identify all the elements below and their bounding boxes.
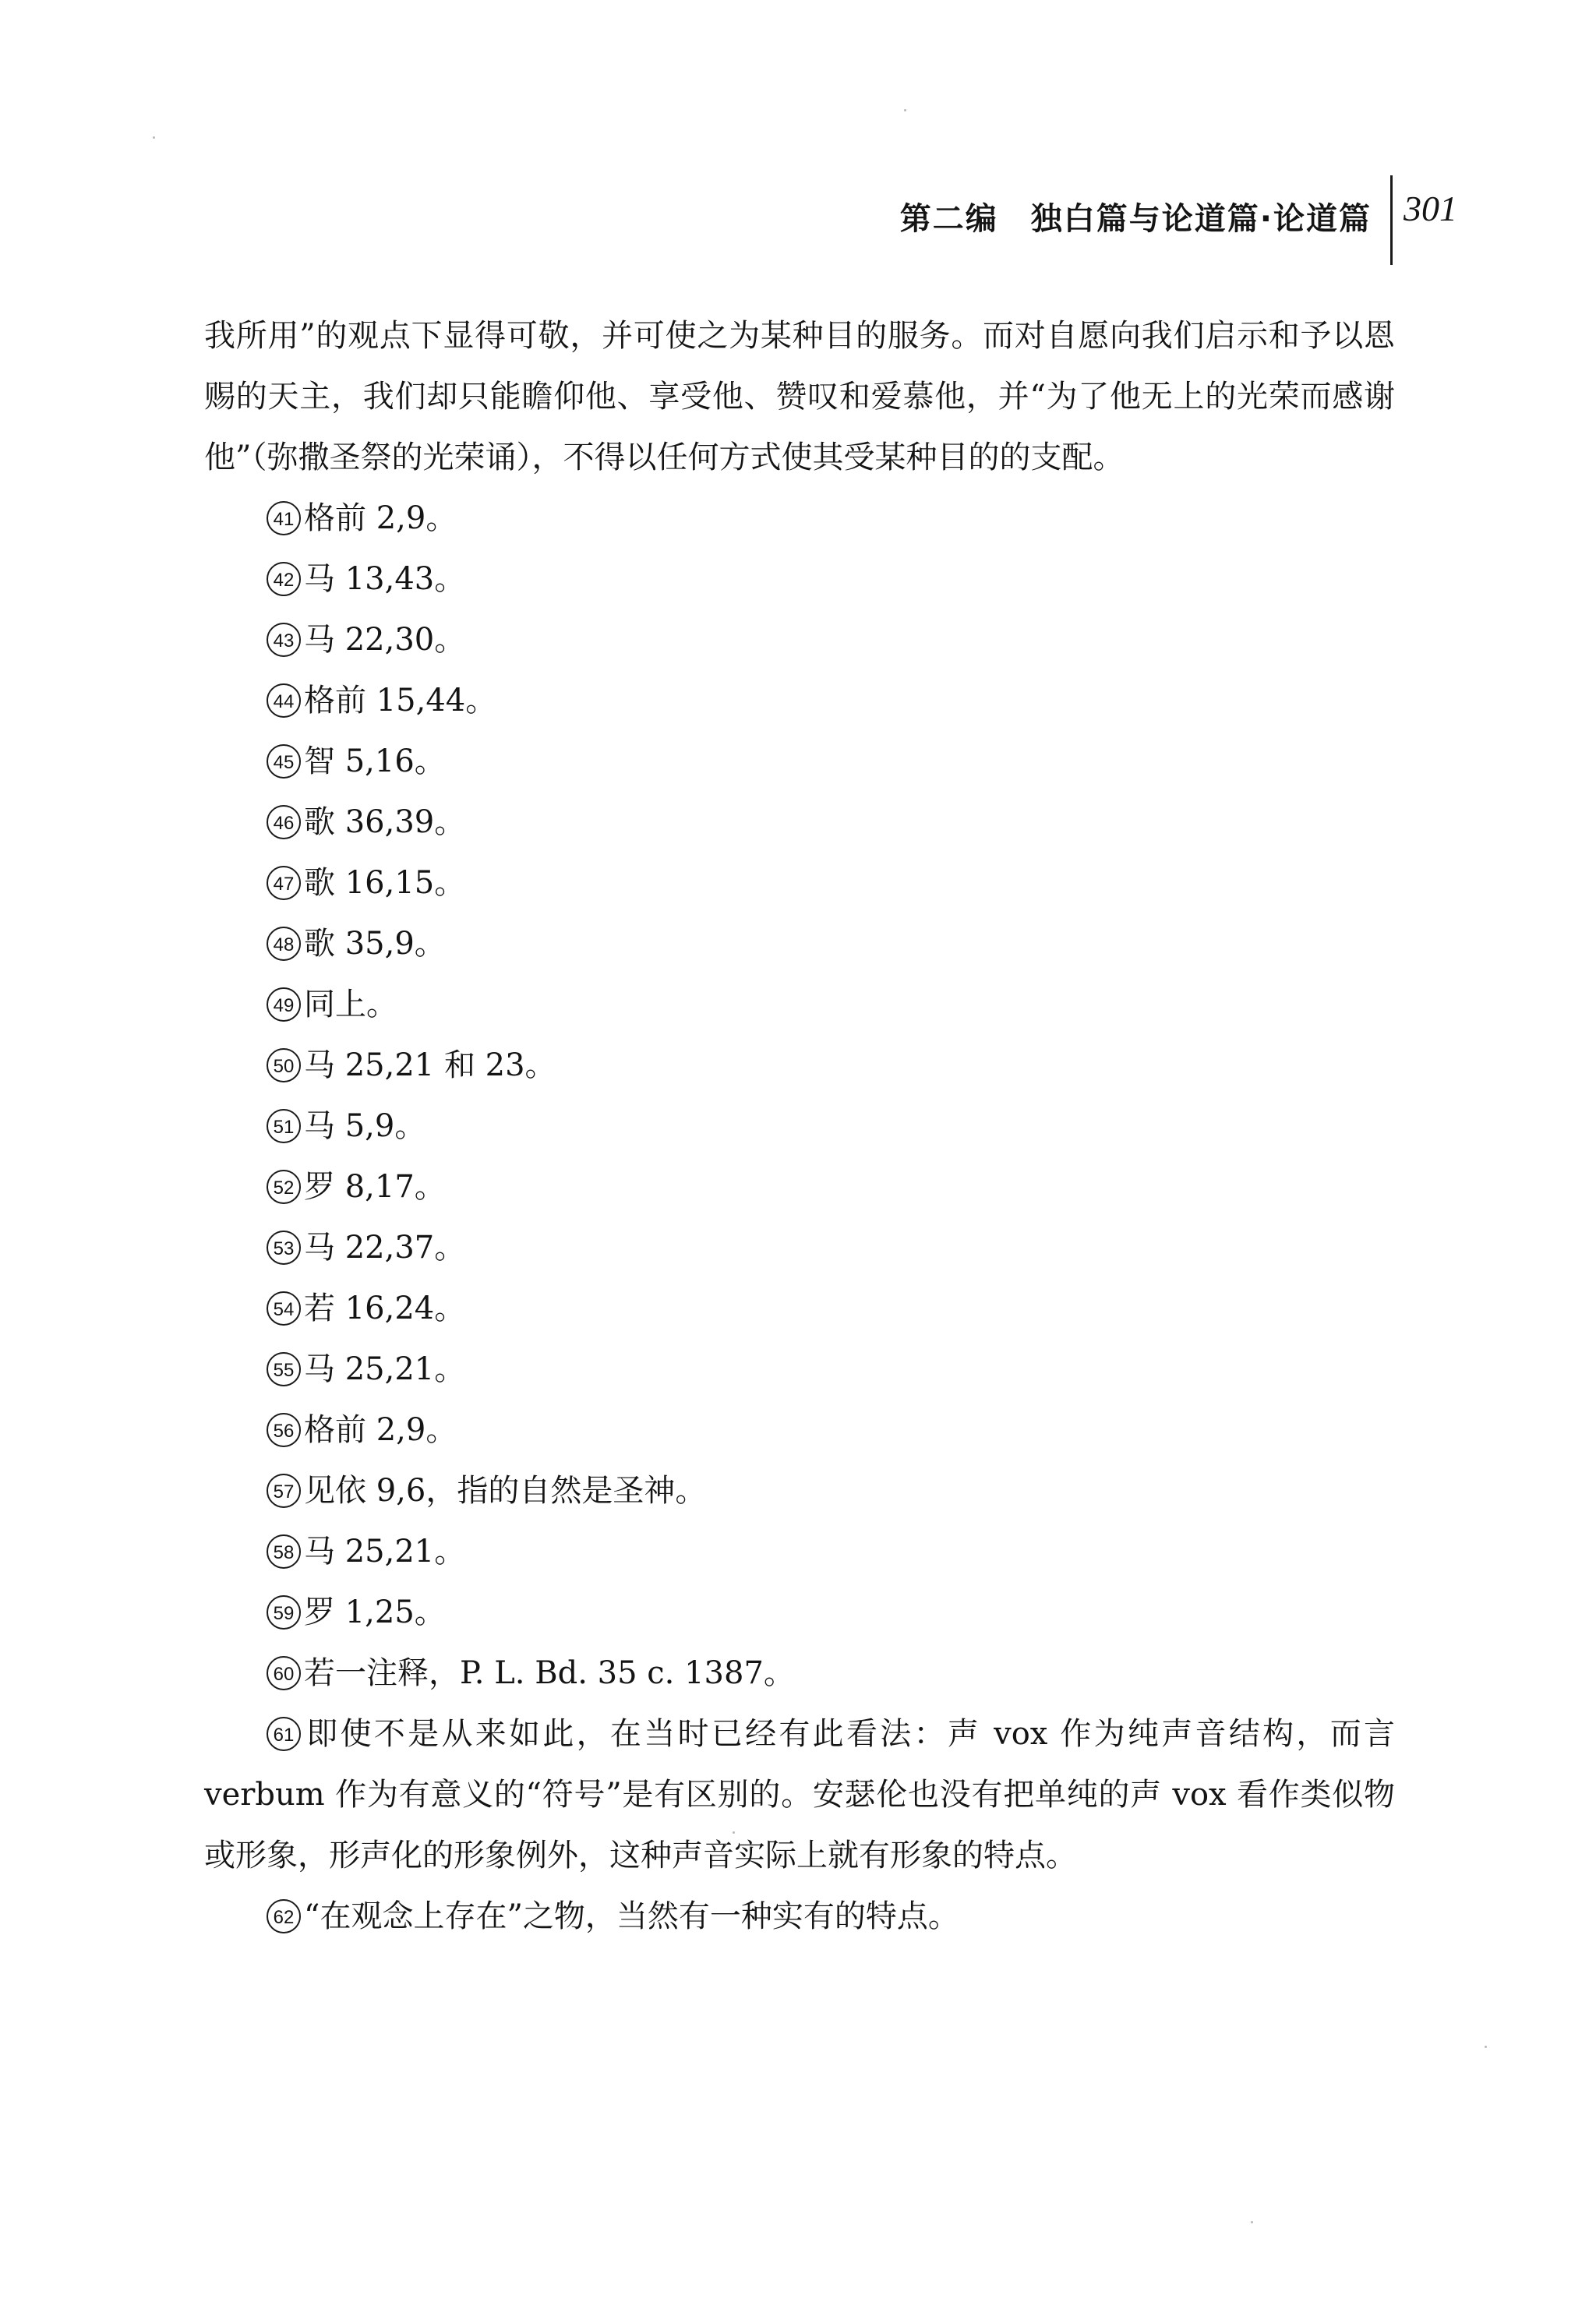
note-text: 歌 16,15。 — [304, 865, 466, 901]
note-mark: 43 — [267, 623, 301, 657]
note-text: 马 25,21 和 23。 — [304, 1047, 556, 1083]
note-mark: 53 — [267, 1231, 301, 1265]
note-mark: 47 — [267, 866, 301, 900]
note-item — [204, 913, 1395, 974]
opening-paragraph: 我所用”的观点下显得可敬，并可使之为某种目的服务。而对自愿向我们启示和予以恩赐的天主，我们却只能瞻仰他、享受他、赞叹和爱慕他，并“为了他无上的光荣而感谢他”（弥撒圣祭的光荣诵），不得以任何方式使其受某种目的的支配。 — [204, 318, 1395, 475]
note-mark: 45 — [267, 744, 301, 779]
note-mark: 48 — [267, 927, 301, 961]
note-text: 马 13,43。 — [304, 561, 466, 597]
note-text: 同上。 — [304, 987, 397, 1022]
note-item — [204, 1582, 1395, 1643]
note-62 — [204, 1886, 1395, 1947]
note-mark: 60 — [267, 1656, 301, 1690]
note-mark: 41 — [267, 501, 301, 535]
running-header — [900, 175, 1457, 269]
note-text: 罗 8,17。 — [304, 1169, 446, 1205]
note-text: 格前 15,44。 — [304, 683, 497, 719]
note-text: 歌 36,39。 — [304, 804, 466, 840]
note-mark: 57 — [267, 1474, 301, 1508]
note-62-text: “在观念上存在”之物，当然有一种实有的特点。 — [304, 1898, 959, 1934]
note-item — [204, 974, 1395, 1035]
note-text: 马 5,9。 — [304, 1108, 426, 1144]
note-item — [204, 549, 1395, 609]
note-text: 歌 35,9。 — [304, 926, 446, 962]
note-mark: 54 — [267, 1291, 301, 1326]
note-mark: 42 — [267, 562, 301, 596]
note-item — [204, 1278, 1395, 1339]
note-61-text: 即使不是从来如此，在当时已经有此看法：声 vox 作为纯声音结构，而言 verbum 作为有意义的“符号”是有区别的。安瑟伦也没有把单纯的声 vox 看作类似物或形象，形声化的形象例外，这种声音实际上就有形象的特点。 — [204, 1716, 1395, 1873]
note-text: 马 22,30。 — [304, 622, 466, 658]
note-text: 见依 9,6，指的自然是圣神。 — [304, 1473, 707, 1509]
note-text: 智 5,16。 — [304, 743, 446, 779]
note-item — [204, 1521, 1395, 1582]
note-61 — [204, 1704, 1395, 1886]
scan-speck — [153, 136, 155, 139]
note-item — [204, 670, 1395, 731]
page-number: 301 — [1404, 189, 1457, 228]
note-mark: 51 — [267, 1109, 301, 1143]
note-mark: 46 — [267, 805, 301, 839]
note-mark: 56 — [267, 1413, 301, 1447]
note-item — [204, 792, 1395, 853]
note-61-mark: 61 — [267, 1717, 301, 1751]
note-mark: 58 — [267, 1534, 301, 1569]
note-text: 格前 2,9。 — [304, 1412, 457, 1448]
note-62-mark: 62 — [267, 1899, 301, 1933]
note-item — [204, 1400, 1395, 1460]
note-mark: 52 — [267, 1170, 301, 1204]
note-item — [204, 1156, 1395, 1217]
note-item — [204, 609, 1395, 670]
body-text — [204, 305, 1395, 1947]
note-mark: 59 — [267, 1595, 301, 1630]
note-mark: 50 — [267, 1048, 301, 1082]
note-item — [204, 1643, 1395, 1704]
note-text: 马 25,21。 — [304, 1351, 466, 1387]
note-text: 罗 1,25。 — [304, 1594, 446, 1630]
note-mark: 55 — [267, 1352, 301, 1386]
scan-speck — [1251, 2221, 1253, 2223]
note-text: 格前 2,9。 — [304, 500, 457, 536]
note-text: 若一注释，P. L. Bd. 35 c. 1387。 — [304, 1655, 795, 1691]
header-title: 第二编 独白篇与论道篇·论道篇 — [899, 201, 1372, 237]
note-item — [204, 853, 1395, 913]
note-item — [204, 1217, 1395, 1278]
note-text: 若 16,24。 — [304, 1291, 466, 1326]
note-item — [204, 1035, 1395, 1096]
note-item — [204, 488, 1395, 549]
scan-speck — [1485, 2046, 1487, 2048]
note-item — [204, 1096, 1395, 1156]
scan-speck — [733, 1831, 735, 1834]
notes-list — [204, 488, 1395, 1704]
note-text: 马 22,37。 — [304, 1230, 466, 1266]
note-item — [204, 1339, 1395, 1400]
note-item — [204, 1460, 1395, 1521]
note-mark: 44 — [267, 683, 301, 718]
note-mark: 49 — [267, 987, 301, 1022]
note-item — [204, 731, 1395, 792]
note-text: 马 25,21。 — [304, 1534, 466, 1570]
scan-speck — [904, 109, 906, 111]
